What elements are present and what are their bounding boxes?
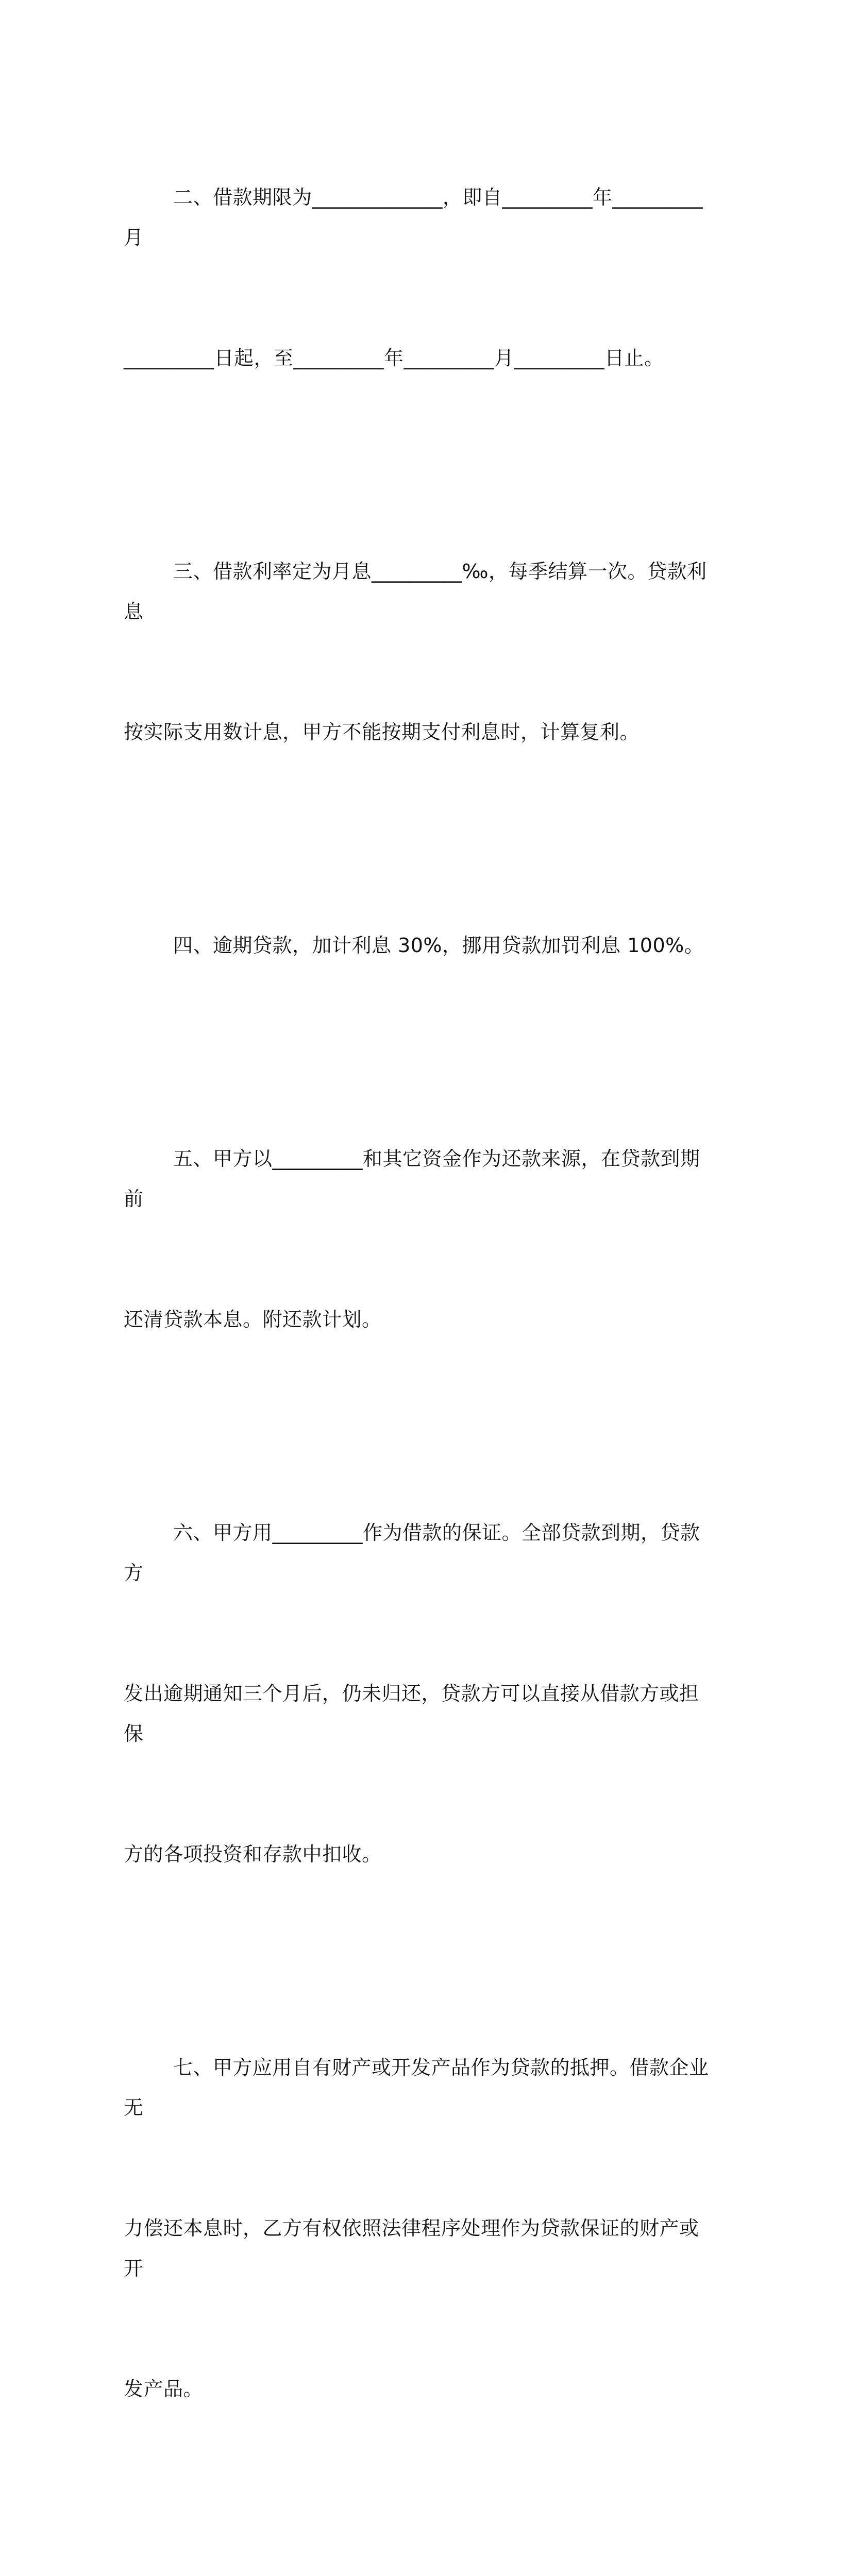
document-body	[124, 97, 717, 2576]
clause-line: 发出逾期通知三个月后，仍未归还，贷款方可以直接从借款方或担保	[124, 1682, 699, 1745]
clause-line: 方的各项投资和存款中扣收。	[124, 1843, 382, 1866]
clause-line: 六、甲方用_________作为借款的保证。全部贷款到期，贷款方	[124, 1521, 700, 1584]
clause-7	[124, 1967, 717, 2489]
clause-line: 还清贷款本息。附还款计划。	[124, 1308, 382, 1331]
clause-line: 二、借款期限为_____________，即自_________年_________月	[124, 186, 703, 249]
clause-line: 三、借款利率定为月息_________‰，每季结算一次。贷款利息	[124, 560, 707, 623]
clause-line: 发产品。	[124, 2378, 204, 2400]
clause-2	[124, 97, 717, 459]
clause-8	[124, 2502, 717, 2576]
clause-line: 四、逾期贷款，加计利息 30%，挪用贷款加罚利息 100%。	[173, 934, 704, 957]
clause-5	[124, 1058, 717, 1420]
clause-line: 按实际支用数计息，甲方不能按期支付利息时，计算复利。	[124, 721, 640, 743]
clause-4	[124, 845, 717, 1046]
clause-line: 五、甲方以_________和其它资金作为还款来源，在贷款到期前	[124, 1147, 700, 1210]
clause-line: _________日起，至_________年_________月_________日止。	[124, 347, 664, 369]
clause-line: 七、甲方应用自有财产或开发产品作为贷款的抵押。借款企业无	[124, 2056, 709, 2119]
clause-6	[124, 1432, 717, 1955]
clause-line: 力偿还本息时，乙方有权依照法律程序处理作为贷款保证的财产或开	[124, 2217, 699, 2280]
clause-3	[124, 471, 717, 833]
